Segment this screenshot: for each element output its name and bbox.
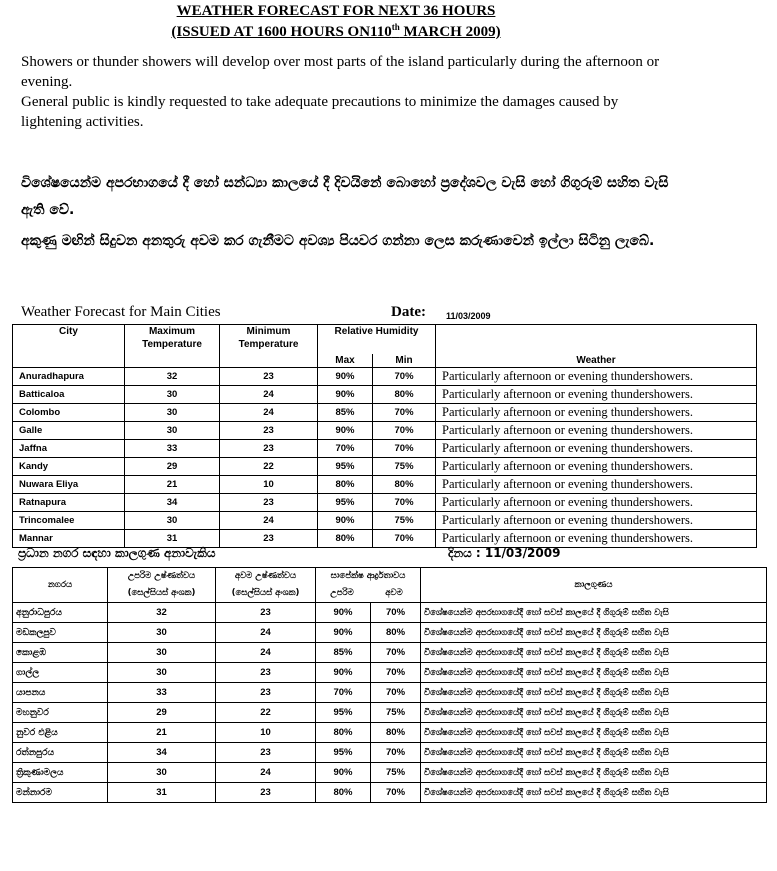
table-row — [13, 783, 767, 803]
min-temp-cell: 24 — [216, 623, 316, 643]
weather-cell: Particularly afternoon or evening thundershowers. — [436, 457, 757, 475]
forecast-title: WEATHER FORECAST FOR NEXT 36 HOURS — [176, 3, 496, 19]
city-cell: Nuwara Eliya — [13, 475, 125, 493]
min-temp-cell: 23 — [220, 421, 318, 439]
city-cell: Mannar — [13, 529, 125, 547]
min-temp-cell: 23 — [220, 529, 318, 547]
sinhala-paragraph-1: විශේෂයෙන්ම අපරභාගයේ දී හෝ සන්ධ්‍යා කාලයේ දී දිවයිනේ බොහෝ ප්‍රදේශවල වැසි හෝ ගිගුරුම් සහිත වැසි ඇති වේ. — [21, 175, 669, 218]
weather-cell: Particularly afternoon or evening thundershowers. — [436, 475, 757, 493]
weather-cell: Particularly afternoon or evening thundershowers. — [436, 367, 757, 385]
city-cell: කොළඹ — [13, 643, 108, 663]
max-temp-cell: 30 — [108, 763, 216, 783]
max-temp-cell: 34 — [125, 493, 220, 511]
si-header-max-temp — [108, 568, 216, 603]
table-row — [13, 529, 757, 547]
city-cell: Trincomalee — [13, 511, 125, 529]
min-temp-cell: 24 — [220, 511, 318, 529]
max-temp-cell: 21 — [108, 723, 216, 743]
si-header-min-temp-2: (සෙල්සියස් අංශක) — [231, 588, 300, 598]
table-row — [13, 457, 757, 475]
min-temp-cell: 24 — [216, 763, 316, 783]
weather-cell: Particularly afternoon or evening thundershowers. — [436, 421, 757, 439]
humidity-max-cell: 70% — [318, 439, 373, 457]
weather-cell: විශේෂයෙන්ම අපරභාගයේදී හෝ සවස් කාලයේ දී ගිගුරුම් සහිත වැසි — [421, 663, 767, 683]
humidity-min-cell: 80% — [371, 623, 421, 643]
header-max-temp: Maximum Temperature — [125, 325, 220, 368]
table-row — [13, 493, 757, 511]
city-cell: Colombo — [13, 403, 125, 421]
humidity-max-cell: 90% — [316, 603, 371, 623]
table-row — [13, 367, 757, 385]
sinhala-paragraph-2: අකුණු මඟින් සිදුවන අනතුරු අවම කර ගැනීමට අවශ්‍ය පියවර ගන්නා ලෙස කරුණාවෙන් ඉල්ලා සිටිනු ලැබේ. — [21, 233, 655, 249]
max-temp-cell: 30 — [108, 623, 216, 643]
min-temp-cell: 23 — [220, 493, 318, 511]
max-temp-cell: 31 — [125, 529, 220, 547]
max-temp-cell: 29 — [108, 703, 216, 723]
min-temp-cell: 24 — [216, 643, 316, 663]
english-paragraph-2: General public is kindly requested to take adequate precautions to minimize the damages caused by lightening activities. — [21, 94, 619, 130]
city-cell: අනුරාධපුරය — [13, 603, 108, 623]
humidity-max-cell: 90% — [316, 663, 371, 683]
humidity-min-cell: 70% — [371, 783, 421, 803]
max-temp-cell: 33 — [125, 439, 220, 457]
weather-cell: විශේෂයෙන්ම අපරභාගයේදී හෝ සවස් කාලයේ දී ගිගුරුම් සහිත වැසි — [421, 603, 767, 623]
city-cell: ගාල්ල — [13, 663, 108, 683]
humidity-min-cell: 70% — [371, 643, 421, 663]
humidity-max-cell: 95% — [316, 743, 371, 763]
table-row — [13, 603, 767, 623]
humidity-min-cell: 70% — [373, 439, 436, 457]
max-temp-cell: 30 — [108, 643, 216, 663]
max-temp-cell: 29 — [125, 457, 220, 475]
humidity-max-cell: 85% — [318, 403, 373, 421]
table-row — [13, 683, 767, 703]
humidity-max-cell: 90% — [316, 763, 371, 783]
table-row — [13, 475, 757, 493]
header-humidity-max: Max — [318, 354, 373, 368]
header-humidity: Relative Humidity — [318, 325, 436, 354]
humidity-min-cell: 75% — [371, 763, 421, 783]
max-temp-cell: 32 — [125, 367, 220, 385]
si-header-weather: කාලගුණය — [421, 568, 767, 603]
table-row — [13, 439, 757, 457]
min-temp-cell: 23 — [216, 603, 316, 623]
header-min-temp: Minimum Temperature — [220, 325, 318, 368]
weather-cell: විශේෂයෙන්ම අපරභාගයේදී හෝ සවස් කාලයේ දී ගිගුරුම් සහිත වැසි — [421, 743, 767, 763]
header-humidity-min: Min — [373, 354, 436, 368]
min-temp-cell: 23 — [220, 367, 318, 385]
min-temp-cell: 23 — [216, 783, 316, 803]
humidity-max-cell: 85% — [316, 643, 371, 663]
humidity-max-cell: 90% — [318, 367, 373, 385]
english-date-value: 11/03/2009 — [446, 311, 491, 321]
min-temp-cell: 22 — [216, 703, 316, 723]
city-cell: Jaffna — [13, 439, 125, 457]
weather-cell: විශේෂයෙන්ම අපරභාගයේදී හෝ සවස් කාලයේ දී ගිගුරුම් සහිත වැසි — [421, 683, 767, 703]
table-row — [13, 663, 767, 683]
humidity-min-cell: 75% — [371, 703, 421, 723]
si-header-max-temp-2: (සෙල්සියස් අංශක) — [127, 588, 196, 598]
min-temp-cell: 10 — [220, 475, 318, 493]
weather-cell: Particularly afternoon or evening thundershowers. — [436, 385, 757, 403]
max-temp-cell: 34 — [108, 743, 216, 763]
humidity-min-cell: 80% — [373, 385, 436, 403]
humidity-min-cell: 80% — [371, 723, 421, 743]
sinhala-date: දිනය : 11/03/2009 — [448, 546, 561, 560]
si-header-min-temp — [216, 568, 316, 603]
city-cell: Galle — [13, 421, 125, 439]
issued-line-pre: (ISSUED AT 1600 HOURS ON110 — [171, 24, 392, 40]
humidity-min-cell: 70% — [373, 529, 436, 547]
humidity-max-cell: 80% — [318, 529, 373, 547]
table-row — [13, 623, 767, 643]
min-temp-cell: 23 — [216, 743, 316, 763]
max-temp-cell: 31 — [108, 783, 216, 803]
humidity-max-cell: 80% — [316, 783, 371, 803]
si-header-humidity-max: උපරිම — [330, 588, 354, 598]
table-row — [13, 403, 757, 421]
si-header-humidity-title: සාපේක්ෂ ආර්ද්‍රතාවය — [330, 571, 406, 581]
humidity-max-cell: 90% — [318, 511, 373, 529]
si-header-humidity — [316, 568, 421, 603]
issued-line-post: MARCH 2009) — [399, 24, 501, 40]
sinhala-table-caption: ප්‍රධාන නගර සඳහා කාලගුණ අනාවැකිය — [18, 546, 216, 560]
table-row — [13, 643, 767, 663]
humidity-min-cell: 80% — [373, 475, 436, 493]
min-temp-cell: 23 — [216, 683, 316, 703]
max-temp-cell: 30 — [108, 663, 216, 683]
city-cell: Ratnapura — [13, 493, 125, 511]
si-header-humidity-min: අවම — [385, 588, 403, 598]
weather-cell: විශේෂයෙන්ම අපරභාගයේදී හෝ සවස් කාලයේ දී ගිගුරුම් සහිත වැසි — [421, 723, 767, 743]
weather-cell: Particularly afternoon or evening thundershowers. — [436, 529, 757, 547]
city-cell: Anuradhapura — [13, 367, 125, 385]
city-cell: මහනුවර — [13, 703, 108, 723]
max-temp-cell: 21 — [125, 475, 220, 493]
table-row — [13, 421, 757, 439]
humidity-min-cell: 70% — [373, 421, 436, 439]
city-cell: මඩකලපුව — [13, 623, 108, 643]
city-cell: Batticaloa — [13, 385, 125, 403]
table-row — [13, 511, 757, 529]
max-temp-cell: 32 — [108, 603, 216, 623]
weather-cell: විශේෂයෙන්ම අපරභාගයේදී හෝ සවස් කාලයේ දී ගිගුරුම් සහිත වැසි — [421, 783, 767, 803]
humidity-min-cell: 75% — [373, 511, 436, 529]
humidity-max-cell: 90% — [318, 421, 373, 439]
humidity-max-cell: 90% — [316, 623, 371, 643]
min-temp-cell: 23 — [216, 663, 316, 683]
humidity-max-cell: 80% — [316, 723, 371, 743]
humidity-max-cell: 90% — [318, 385, 373, 403]
humidity-max-cell: 95% — [316, 703, 371, 723]
humidity-min-cell: 75% — [373, 457, 436, 475]
table-row — [13, 385, 757, 403]
weather-cell: විශේෂයෙන්ම අපරභාගයේදී හෝ සවස් කාලයේ දී ගිගුරුම් සහිත වැසි — [421, 763, 767, 783]
weather-cell: Particularly afternoon or evening thundershowers. — [436, 403, 757, 421]
humidity-min-cell: 70% — [371, 603, 421, 623]
humidity-max-cell: 70% — [316, 683, 371, 703]
min-temp-cell: 24 — [220, 385, 318, 403]
city-cell: රත්නපුරය — [13, 743, 108, 763]
english-paragraph-1: Showers or thunder showers will develop over most parts of the island particularly during the afternoon or evening. — [21, 54, 660, 90]
humidity-min-cell: 70% — [373, 367, 436, 385]
sinhala-forecast-table — [12, 567, 767, 803]
english-table-caption: Weather Forecast for Main Cities — [21, 304, 221, 320]
max-temp-cell: 33 — [108, 683, 216, 703]
humidity-min-cell: 70% — [373, 493, 436, 511]
max-temp-cell: 30 — [125, 385, 220, 403]
humidity-min-cell: 70% — [373, 403, 436, 421]
table-row — [13, 723, 767, 743]
table-row — [13, 743, 767, 763]
issued-line-sup: th — [391, 22, 400, 32]
english-date-label: Date: — [391, 304, 426, 320]
max-temp-cell: 30 — [125, 421, 220, 439]
min-temp-cell: 10 — [216, 723, 316, 743]
max-temp-cell: 30 — [125, 511, 220, 529]
city-cell: මන්නාරම — [13, 783, 108, 803]
city-cell: Kandy — [13, 457, 125, 475]
humidity-min-cell: 70% — [371, 663, 421, 683]
table-row — [13, 703, 767, 723]
weather-cell: විශේෂයෙන්ම අපරභාගයේදී හෝ සවස් කාලයේ දී ගිගුරුම් සහිත වැසි — [421, 623, 767, 643]
min-temp-cell: 24 — [220, 403, 318, 421]
weather-cell: Particularly afternoon or evening thundershowers. — [436, 493, 757, 511]
weather-cell: විශේෂයෙන්ම අපරභාගයේදී හෝ සවස් කාලයේ දී ගිගුරුම් සහිත වැසි — [421, 703, 767, 723]
weather-cell: විශේෂයෙන්ම අපරභාගයේදී හෝ සවස් කාලයේ දී ගිගුරුම් සහිත වැසි — [421, 643, 767, 663]
si-header-min-temp-1: අවම උෂ්ණත්වය — [234, 571, 297, 581]
si-header-max-temp-1: උපරිම උෂ්ණත්වය — [127, 571, 196, 581]
header-city: City — [13, 325, 125, 368]
weather-cell: Particularly afternoon or evening thundershowers. — [436, 439, 757, 457]
english-forecast-table — [12, 324, 757, 548]
table-row — [13, 763, 767, 783]
max-temp-cell: 30 — [125, 403, 220, 421]
issued-line — [120, 19, 552, 41]
city-cell: යාපනය — [13, 683, 108, 703]
city-cell: ත්‍රිකුණාමලය — [13, 763, 108, 783]
humidity-min-cell: 70% — [371, 683, 421, 703]
humidity-min-cell: 70% — [371, 743, 421, 763]
humidity-max-cell: 95% — [318, 493, 373, 511]
header-weather: Weather — [436, 325, 757, 368]
humidity-max-cell: 95% — [318, 457, 373, 475]
humidity-max-cell: 80% — [318, 475, 373, 493]
city-cell: නුවර එළිය — [13, 723, 108, 743]
weather-cell: Particularly afternoon or evening thundershowers. — [436, 511, 757, 529]
si-header-city: නගරය — [13, 568, 108, 603]
min-temp-cell: 22 — [220, 457, 318, 475]
min-temp-cell: 23 — [220, 439, 318, 457]
